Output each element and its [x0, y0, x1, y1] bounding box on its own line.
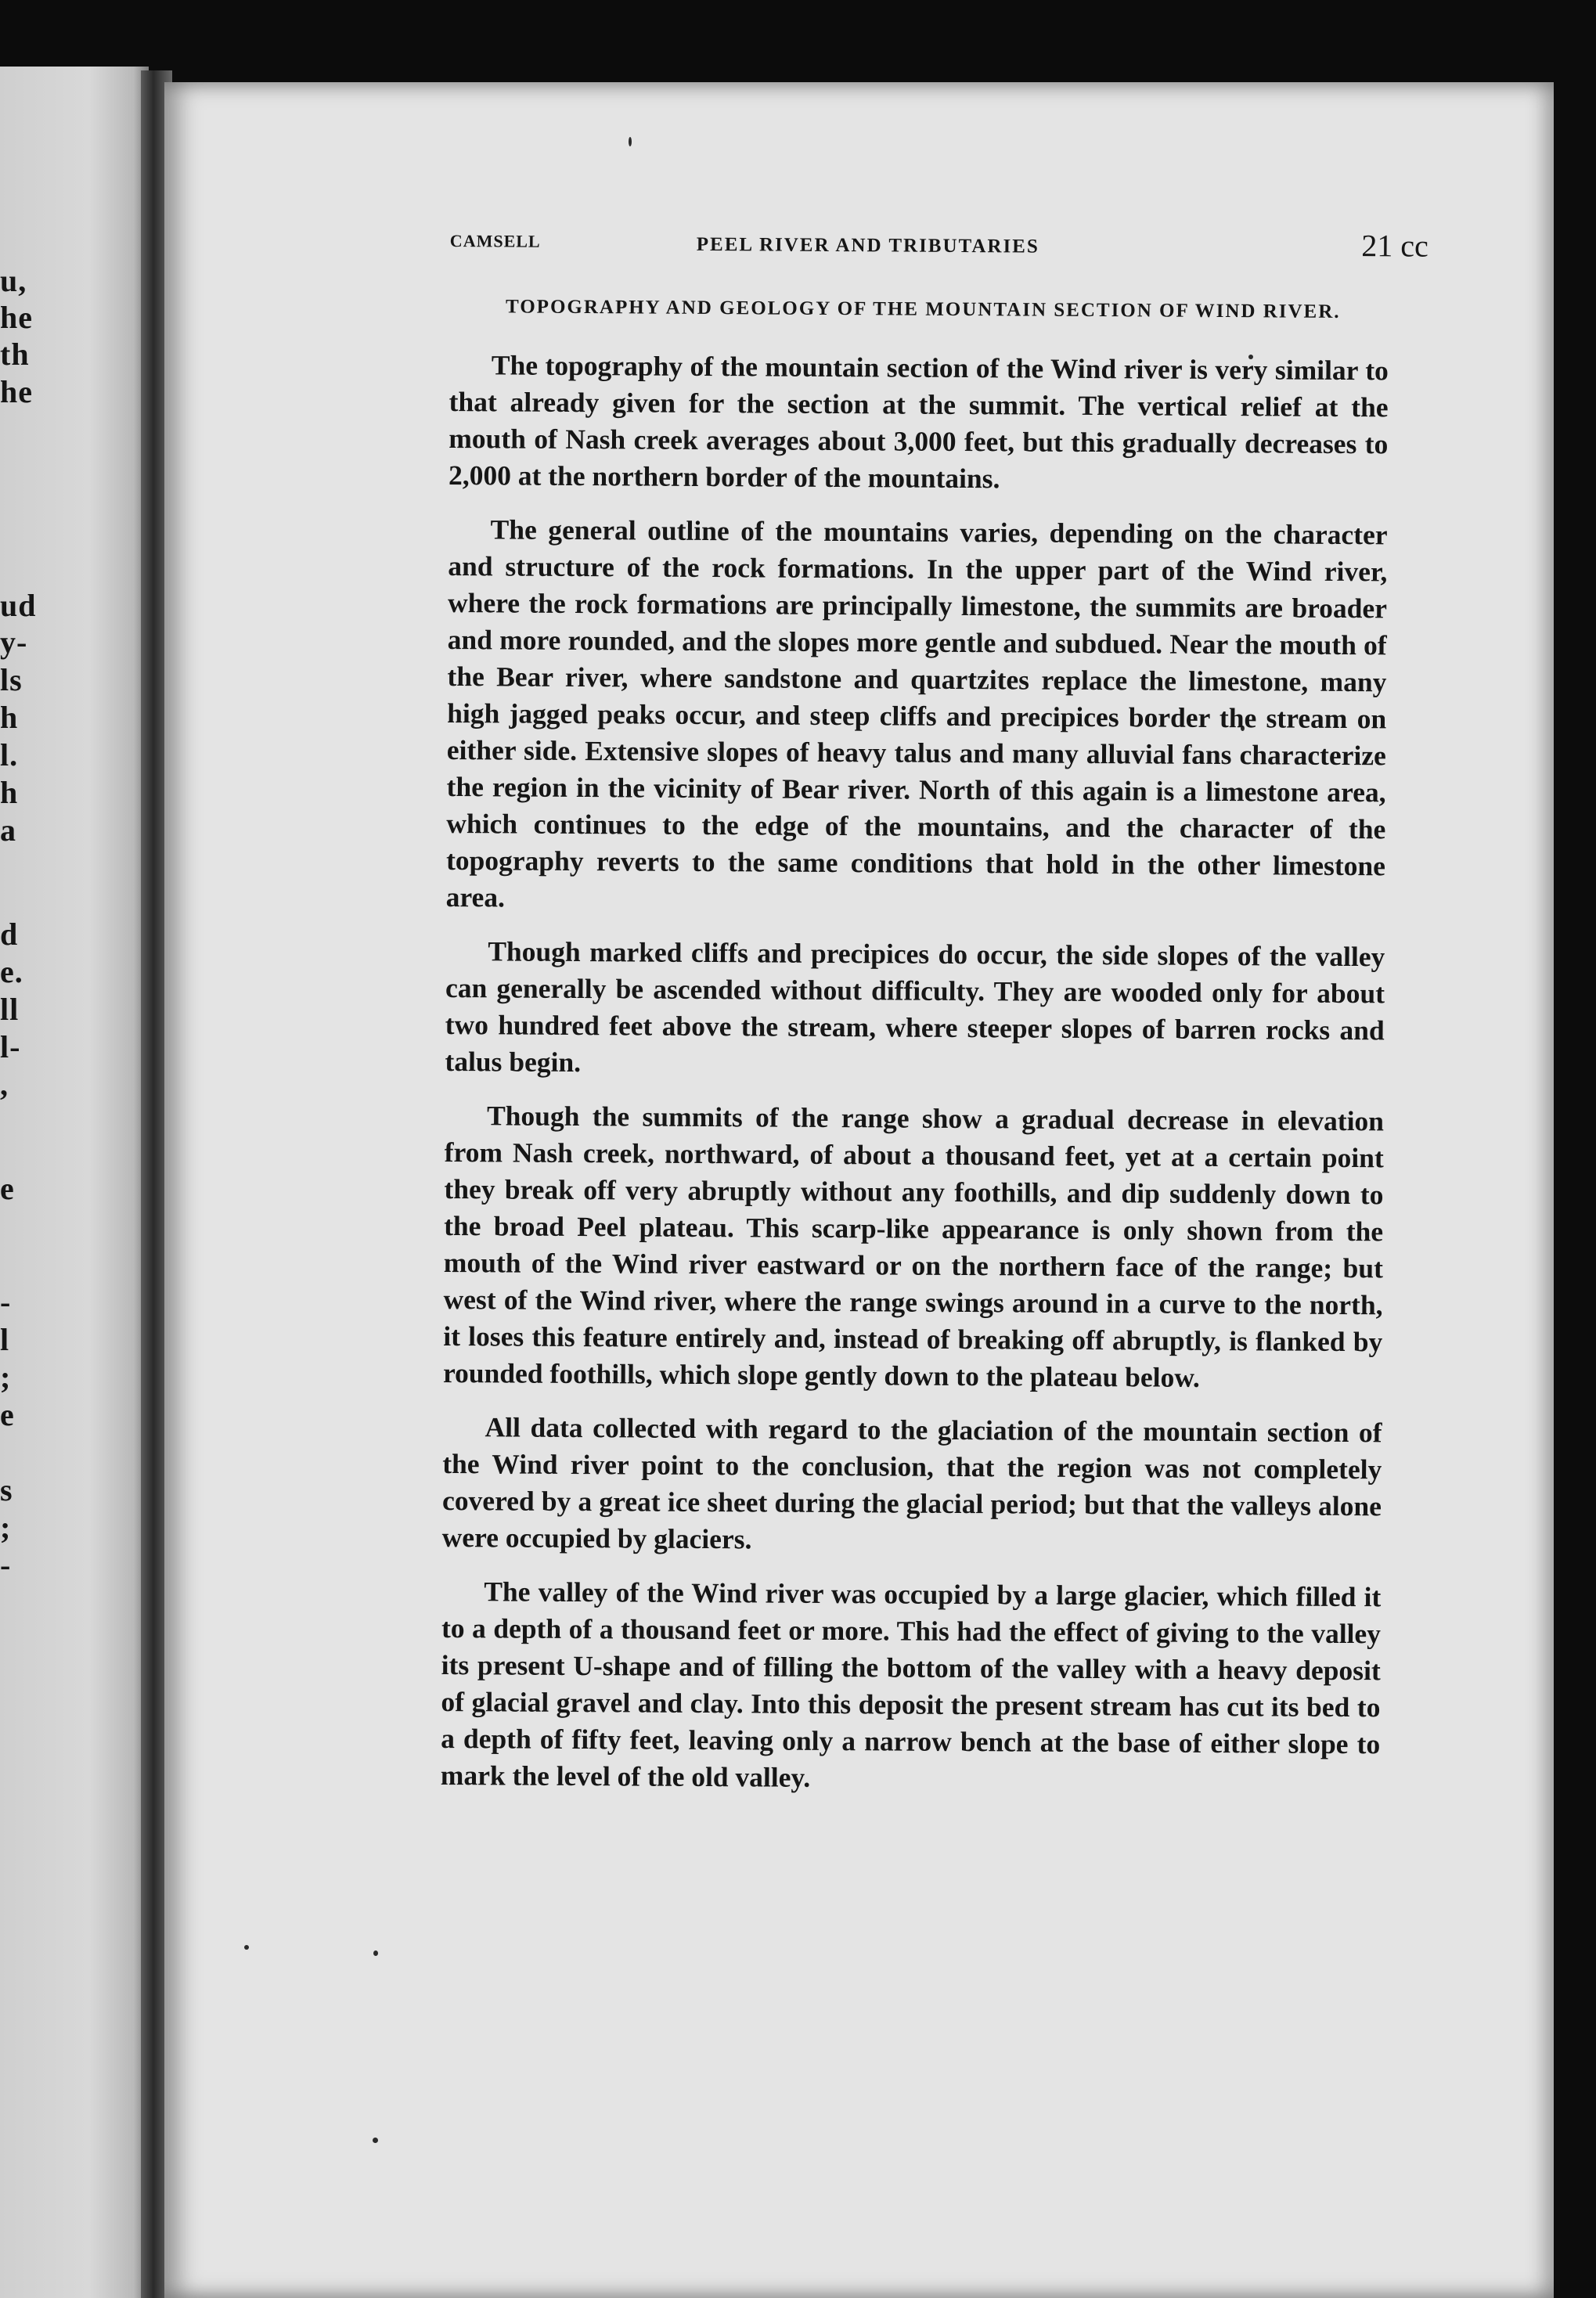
running-header	[449, 222, 1428, 274]
paragraph: The valley of the Wind river was occupied by a large glacier, which filled it to a depth of a thousand feet or more. This had the effect of giving to the valley its present U-shape and of filling the bottom of the valley with a heavy deposit of glacial gravel and clay. Into this deposit the present stream has cut its bed to a depth of fifty feet, leaving only a narrow bench at the base of either slope to mark the level of the old valley.	[440, 1576, 1382, 1793]
left-text-fragment: he	[0, 374, 33, 409]
speck	[244, 1945, 249, 1950]
left-text-fragment: th	[0, 337, 30, 372]
left-page-fragment	[0, 67, 149, 2298]
left-text-fragment: e	[0, 1171, 15, 1206]
paragraph: The general outline of the mountains varies, depending on the character and structure of the rock formations. In the upper part of the Wind river, where the rock formations are principally limestone, the summits are broader and more rounded, and the slopes more gentle and subdued. Near the mouth of the Bear river, where sandstone and quartzites replace the limestone, many high jagged peaks occur, and steep cliffs and precipices border the stream on either side. Extensive slopes of heavy talus and many alluvial fans characterize the region in the vicinity of Bear river. North of this again is a limestone area, which continues to the edge of the mountains, and the character of the topography reverts to the same conditions that hold in the other limestone area.	[445, 513, 1388, 913]
speck	[373, 2138, 378, 2143]
left-text-fragment: ;	[0, 1510, 12, 1545]
left-text-fragment: l	[0, 1322, 10, 1357]
left-text-fragment: ;	[0, 1360, 12, 1395]
left-text-fragment: ,	[0, 1067, 9, 1102]
paragraph: The topography of the mountain section of the Wind river is very similar to that already given for the section at the summit. The vertical relief at the mouth of Nash creek averages about 3,000 feet, but this gradually decreases to 2,000 at the northern border of the mountains.	[448, 349, 1389, 495]
speck	[373, 1950, 378, 1956]
author-name: CAMSELL	[449, 230, 541, 251]
left-text-fragment: e.	[0, 954, 23, 989]
page-number: 21 cc	[1361, 228, 1428, 264]
left-text-fragment: l-	[0, 1029, 21, 1064]
left-text-fragment: y-	[0, 625, 28, 660]
left-text-fragment: -	[0, 1547, 12, 1583]
left-text-fragment: h	[0, 775, 19, 810]
left-text-fragment: u,	[0, 263, 27, 298]
left-text-fragment: s	[0, 1472, 13, 1507]
page-content	[440, 222, 1428, 1799]
paragraph: Though marked cliffs and precipices do occur, the side slopes of the valley can generally be ascended without difficulty. They are wooded only for about two hundred feet above the stream, where steeper slopes of barren rocks and talus begin.	[445, 935, 1385, 1079]
speck	[629, 137, 632, 146]
left-text-fragment: e	[0, 1397, 15, 1432]
running-title: PEEL RIVER AND TRIBUTARIES	[696, 233, 1039, 258]
paragraph: All data collected with regard to the glaciation of the mountain section of the Wind river point to the conclusion, that the region was not completely covered by a great ice sheet during the glacial period; but that the valleys alone were occupied by glaciers.	[441, 1411, 1382, 1555]
left-text-fragment: ud	[0, 588, 37, 623]
left-text-fragment: ls	[0, 662, 23, 697]
left-text-fragment: h	[0, 700, 19, 735]
section-heading: TOPOGRAPHY AND GEOLOGY OF THE MOUNTAIN SECTION OF WIND RIVER.	[505, 296, 1341, 322]
right-page	[164, 82, 1554, 2298]
left-text-fragment: d	[0, 917, 19, 952]
left-text-fragment: ll	[0, 992, 20, 1027]
left-text-fragment: -	[0, 1284, 12, 1320]
left-text-fragment: a	[0, 812, 16, 848]
left-text-fragment: he	[0, 300, 33, 335]
paragraph: Though the summits of the range show a gradual decrease in elevation from Nash creek, northward, of about a thousand feet, yet at a certain point they break off very abruptly without any foothills, and dip suddenly down to the broad Peel plateau. This scarp-like appearance is only shown from the mouth of the Wind river eastward or on the northern face of the range; but west of the Wind river, where the range swings around in a curve to the north, it loses this feature entirely and, instead of breaking off abruptly, is flanked by rounded foothills, which slope gently down to the plateau below.	[442, 1100, 1385, 1393]
left-text-fragment: l.	[0, 737, 19, 773]
